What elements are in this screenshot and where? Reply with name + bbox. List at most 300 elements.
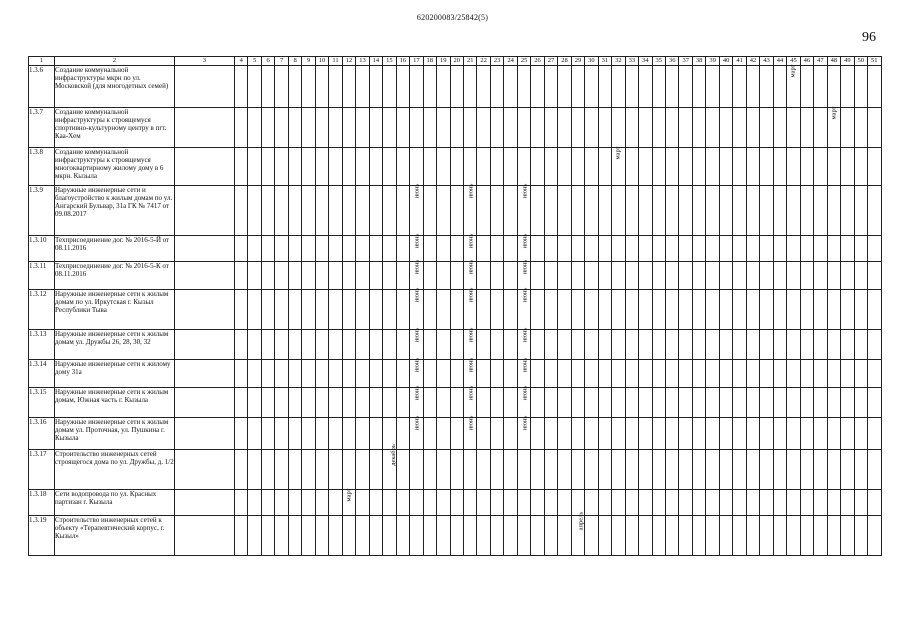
schedule-cell [612,388,625,418]
schedule-cell [517,108,530,148]
schedule-cell [275,290,288,330]
schedule-cell [302,290,315,330]
schedule-cell [692,290,705,330]
schedule-cell [248,262,261,290]
schedule-cell [706,450,719,490]
month-mark: июнь [467,357,475,373]
schedule-cell [746,290,759,330]
schedule-cell [692,186,705,236]
schedule-cell [383,444,397,490]
schedule-cell [437,516,450,556]
schedule-cell [706,490,719,516]
schedule-cell [463,66,476,108]
schedule-cell [814,388,827,418]
schedule-cell [598,66,611,108]
schedule-cell [490,490,503,516]
schedule-cell [558,108,571,148]
schedule-cell [477,66,490,108]
schedule-cell [827,290,840,330]
column-header: 28 [558,57,571,66]
schedule-cell [315,388,328,418]
schedule-cell [544,490,557,516]
table-row [29,360,882,388]
schedule-cell [841,236,854,262]
schedule-cell [248,490,261,516]
schedule-cell [490,516,503,556]
schedule-cell [800,108,813,148]
schedule-cell [356,148,369,186]
schedule-cell [490,186,503,236]
page-number: 96 [862,30,876,45]
schedule-cell [679,360,692,388]
schedule-cell [383,360,396,388]
schedule-cell [585,108,598,148]
column-header: 30 [585,57,598,66]
schedule-cell [760,516,773,556]
schedule-cell [827,490,840,516]
schedule-cell [558,236,571,262]
schedule-cell [531,186,544,236]
schedule-cell [396,418,409,450]
column-header: 13 [356,57,369,66]
schedule-cell [625,108,638,148]
schedule-cell [410,287,423,330]
schedule-cell [854,290,867,330]
schedule-cell [787,148,800,186]
schedule-cell [531,148,544,186]
schedule-cell [760,236,773,262]
schedule-cell [517,357,530,388]
schedule-cell [302,490,315,516]
table-row [29,388,882,418]
schedule-cell [531,418,544,450]
schedule-cell [261,418,274,450]
schedule-cell [612,108,625,148]
schedule-cell [463,233,476,262]
schedule-cell [719,290,732,330]
schedule-cell [175,388,235,418]
column-header: 16 [396,57,409,66]
row-name: Строительство инженерных сетей строящегося дома по ул. Дружбы, д. 1/2 [55,450,175,490]
schedule-cell [706,236,719,262]
schedule-cell [652,186,665,236]
schedule-cell [175,450,235,490]
schedule-cell [625,148,638,186]
row-code: 1.3.14 [29,360,55,388]
schedule-cell [787,360,800,388]
schedule-cell [437,330,450,360]
schedule-cell [625,490,638,516]
schedule-cell [571,108,584,148]
schedule-cell [517,490,530,516]
schedule-cell [692,450,705,490]
schedule-cell [666,418,679,450]
schedule-cell [639,186,652,236]
schedule-cell [504,388,517,418]
schedule-cell [437,360,450,388]
schedule-cell [410,327,423,360]
table-row [29,186,882,236]
schedule-cell [679,290,692,330]
schedule-cell [760,290,773,330]
schedule-cell [558,516,571,556]
schedule-cell [477,388,490,418]
schedule-cell [746,516,759,556]
schedule-cell [652,490,665,516]
schedule-cell [800,262,813,290]
schedule-cell [706,388,719,418]
schedule-cell [612,236,625,262]
schedule-cell [854,418,867,450]
schedule-cell [692,360,705,388]
schedule-cell [854,388,867,418]
schedule-cell [383,236,396,262]
row-name: Техприсоединение дог. № 2016-5-К от 08.11.2016 [55,262,175,290]
schedule-cell [423,148,436,186]
schedule-cell [652,262,665,290]
schedule-cell [666,148,679,186]
schedule-cell [275,148,288,186]
schedule-cell [814,450,827,490]
schedule-cell [329,360,342,388]
row-code: 1.3.10 [29,236,55,262]
schedule-cell [450,290,463,330]
column-header: 45 [787,57,800,66]
schedule-cell [827,66,840,108]
schedule-cell [652,290,665,330]
schedule-cell [787,186,800,236]
month-mark: июнь [467,259,475,275]
schedule-cell [598,516,611,556]
schedule-cell [175,148,235,186]
schedule-cell [639,148,652,186]
schedule-cell [719,418,732,450]
schedule-cell [787,236,800,262]
schedule-cell [463,490,476,516]
table-row [29,450,882,490]
schedule-cell [719,330,732,360]
schedule-cell [302,330,315,360]
schedule-cell [692,418,705,450]
schedule-cell [827,236,840,262]
schedule-cell [477,330,490,360]
schedule-cell [248,290,261,330]
schedule-cell [477,186,490,236]
schedule-cell [329,108,342,148]
schedule-cell [288,450,301,490]
schedule-cell [315,330,328,360]
schedule-cell [773,330,786,360]
schedule-cell [235,330,248,360]
schedule-cell [814,360,827,388]
schedule-cell [175,186,235,236]
schedule-cell [868,490,881,516]
schedule-cell [288,236,301,262]
schedule-cell [410,66,423,108]
schedule-cell [490,418,503,450]
schedule-cell [760,66,773,108]
column-header: 20 [450,57,463,66]
schedule-cell [356,388,369,418]
schedule-cell [504,186,517,236]
schedule-cell [450,262,463,290]
schedule-cell [175,516,235,556]
schedule-cell [800,450,813,490]
schedule-cell [868,186,881,236]
schedule-cell [423,516,436,556]
schedule-cell [692,388,705,418]
schedule-cell [531,290,544,330]
schedule-cell [598,108,611,148]
schedule-cell [356,330,369,360]
schedule-cell [315,108,328,148]
schedule-cell [733,66,746,108]
schedule-cell [666,360,679,388]
schedule-cell [342,290,355,330]
schedule-cell [490,450,503,490]
schedule-cell [517,233,530,262]
month-mark: июнь [521,233,529,249]
column-header: 26 [531,57,544,66]
table-row [29,236,882,262]
schedule-cell [773,360,786,388]
schedule-cell [558,388,571,418]
column-header: 33 [625,57,638,66]
column-header: 35 [652,57,665,66]
schedule-cell [733,450,746,490]
schedule-cell [787,262,800,290]
row-code: 1.3.15 [29,388,55,418]
schedule-cell [463,516,476,556]
schedule-cell [437,108,450,148]
schedule-cell [261,148,274,186]
schedule-cell [612,290,625,330]
schedule-cell [854,360,867,388]
schedule-cell [760,360,773,388]
schedule-cell [612,516,625,556]
schedule-cell [517,259,530,290]
schedule-cell [175,490,235,516]
schedule-cell [288,516,301,556]
schedule-cell [437,186,450,236]
row-name: Наружные инженерные сети к жилому дому 31а [55,360,175,388]
schedule-cell [531,388,544,418]
table-row [29,66,882,108]
schedule-cell [544,450,557,490]
schedule-cell [733,186,746,236]
schedule-cell [531,108,544,148]
schedule-cell [841,490,854,516]
schedule-cell [329,66,342,108]
column-header: 8 [288,57,301,66]
schedule-cell [517,287,530,330]
schedule-cell [571,330,584,360]
schedule-cell [733,360,746,388]
schedule-cell [423,262,436,290]
schedule-cell [544,148,557,186]
month-mark: июнь [413,357,421,373]
schedule-cell [315,490,328,516]
column-header: 43 [760,57,773,66]
schedule-cell [356,490,369,516]
schedule-cell [544,186,557,236]
schedule-cell [679,490,692,516]
schedule-cell [504,490,517,516]
schedule-cell [814,148,827,186]
schedule-cell [571,66,584,108]
schedule-cell [302,148,315,186]
schedule-cell [679,108,692,148]
schedule-cell [531,490,544,516]
schedule-cell [275,490,288,516]
schedule-cell [733,330,746,360]
schedule-cell [760,490,773,516]
schedule-cell [248,418,261,450]
schedule-cell [544,108,557,148]
schedule-cell [261,330,274,360]
schedule-cell [598,290,611,330]
schedule-cell [625,450,638,490]
schedule-cell [639,516,652,556]
schedule-cell [235,490,248,516]
schedule-cell [356,186,369,236]
schedule-cell [612,262,625,290]
schedule-cell [679,330,692,360]
column-header: 32 [612,57,625,66]
row-code: 1.3.17 [29,450,55,490]
schedule-cell [342,108,355,148]
schedule-cell [719,236,732,262]
column-header: 27 [544,57,557,66]
schedule-cell [517,415,530,450]
month-mark: март [614,146,622,160]
schedule-cell [248,330,261,360]
month-mark: июнь [521,327,529,343]
schedule-cell [342,490,355,516]
row-name: Наружные инженерные сети к жилым домам по ул. Иркутская г. Кызыл Республики Тыва [55,290,175,330]
schedule-cell [450,450,463,490]
schedule-cell [719,388,732,418]
schedule-cell [383,490,396,516]
schedule-cell [679,388,692,418]
schedule-cell [571,511,585,556]
schedule-cell [490,262,503,290]
column-header: 2 [55,57,175,66]
schedule-cell [302,262,315,290]
schedule-cell [746,388,759,418]
schedule-cell [463,450,476,490]
schedule-cell [827,418,840,450]
schedule-cell [800,290,813,330]
schedule-cell [814,290,827,330]
schedule-cell [746,66,759,108]
schedule-cell [437,236,450,262]
schedule-cell [369,360,382,388]
schedule-cell [369,66,382,108]
schedule-cell [706,262,719,290]
schedule-cell [733,418,746,450]
schedule-cell [477,418,490,450]
schedule-cell [706,418,719,450]
schedule-cell [773,490,786,516]
schedule-cell [679,516,692,556]
schedule-cell [477,490,490,516]
schedule-cell [746,262,759,290]
schedule-cell [261,290,274,330]
schedule-cell [733,516,746,556]
schedule-cell [746,108,759,148]
schedule-cell [585,330,598,360]
schedule-cell [652,148,665,186]
schedule-cell [868,360,881,388]
row-code: 1.3.6 [29,66,55,108]
schedule-cell [396,66,409,108]
schedule-cell [571,236,584,262]
month-mark: декабрь [389,444,397,466]
schedule-cell [396,450,409,490]
schedule-cell [288,66,301,108]
schedule-cell [625,516,638,556]
schedule-cell [612,66,625,108]
schedule-cell [423,66,436,108]
schedule-cell [841,186,854,236]
column-header: 24 [504,57,517,66]
table-row [29,418,882,450]
schedule-cell [854,330,867,360]
schedule-cell [261,186,274,236]
schedule-cell [517,148,530,186]
schedule-cell [692,108,705,148]
schedule-cell [517,66,530,108]
schedule-cell [598,360,611,388]
schedule-cell [854,516,867,556]
row-code: 1.3.18 [29,490,55,516]
column-header: 41 [733,57,746,66]
schedule-cell [666,388,679,418]
schedule-cell [531,450,544,490]
schedule-cell [692,66,705,108]
schedule-cell [302,418,315,450]
schedule-cell [450,516,463,556]
schedule-cell [679,186,692,236]
schedule-cell [544,66,557,108]
schedule-cell [383,186,396,236]
schedule-cell [504,236,517,262]
table-row [29,490,882,516]
schedule-cell [369,490,382,516]
column-header: 5 [248,57,261,66]
schedule-cell [477,262,490,290]
schedule-cell [288,186,301,236]
schedule-cell [342,186,355,236]
schedule-cell [558,148,571,186]
schedule-cell [342,330,355,360]
schedule-cell [517,183,530,236]
schedule-cell [261,262,274,290]
month-mark: июнь [467,327,475,343]
schedule-cell [463,327,476,360]
schedule-cell [437,490,450,516]
schedule-cell [477,290,490,330]
table-row [29,290,882,330]
schedule-cell [261,66,274,108]
schedule-cell [571,262,584,290]
schedule-cell [841,516,854,556]
schedule-cell [868,516,881,556]
schedule-cell [315,186,328,236]
schedule-cell [787,516,800,556]
schedule-cell [868,66,881,108]
